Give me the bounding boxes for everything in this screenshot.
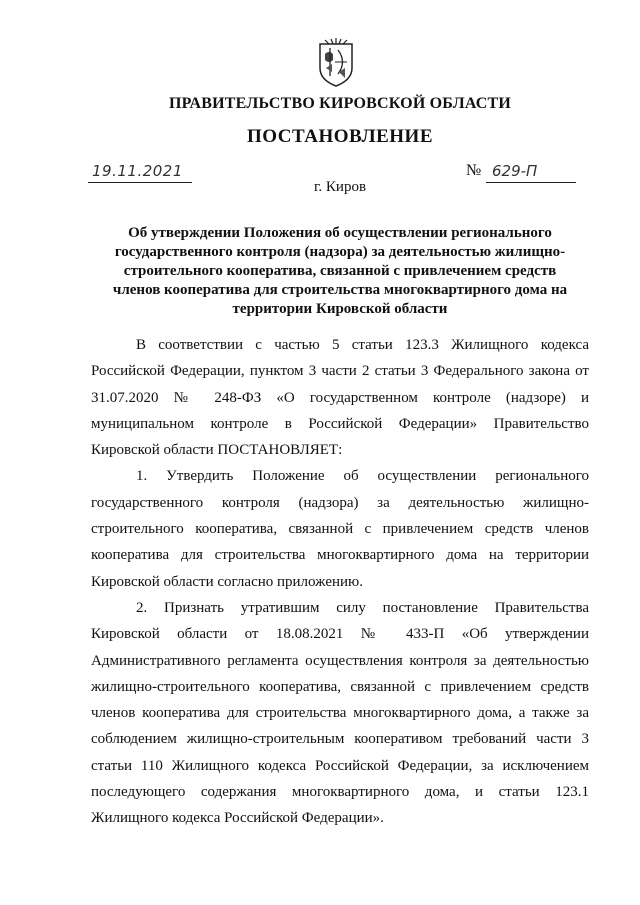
coat-of-arms-icon <box>317 38 355 88</box>
document-type: ПОСТАНОВЛЕНИЕ <box>246 126 434 147</box>
clause-2-paragraph: 2. Признать утратившим силу постановление Правительства Кировской области от 18.08.2021 № 433-П «Об утверждении Административного регламента осуществления контроля за деятельностью жилищно-строительного кооператива, связанной с привлечением средств членов кооператива для строительства многоквартирного дома, а также за соблюдением жилищно-строительным кооперативом требований части 3 статьи 110 Жилищного кодекса Российской Федерации, за исключением последующего содержания многоквартирного дома, и статьи 123.1 Жилищного кодекса Российской Федерации». <box>91 599 589 827</box>
clause-1-paragraph: 1. Утвердить Положение об осуществлении регионального государственного контроля (надзора) за деятельностью жилищно-строительного кооператива, связанной с привлечением средств членов кооператива для строительства многоквартирного дома на территории Кировской области согласно приложению. <box>91 468 589 590</box>
number-sign: № <box>466 162 482 179</box>
government-name: ПРАВИТЕЛЬСТВО КИРОВСКОЙ ОБЛАСТИ <box>168 95 512 112</box>
document-title: Об утверждении Положения об осуществлении регионального государственного контроля (надзора) за деятельностью жилищно-строительного кооператива, связанной с привлечением средств членов кооператива для строительства многоквартирного дома на территории Кировской области <box>112 225 568 317</box>
preamble-paragraph: В соответствии с частью 5 статьи 123.3 Жилищного кодекса Российской Федерации, пунктом 3 части 2 статьи 3 Федерального закона от 31.07.2020 № 248-ФЗ «О государственном контроле (надзоре) и муниципальном контроле в Российской Федерации» Правительство Кировской области ПОСТАНОВЛЯЕТ: <box>91 337 589 459</box>
document-date: 19.11.2021 <box>92 162 183 180</box>
document-body <box>91 332 589 832</box>
document-number: 629-П <box>492 162 538 180</box>
city: г. Киров <box>313 179 367 195</box>
